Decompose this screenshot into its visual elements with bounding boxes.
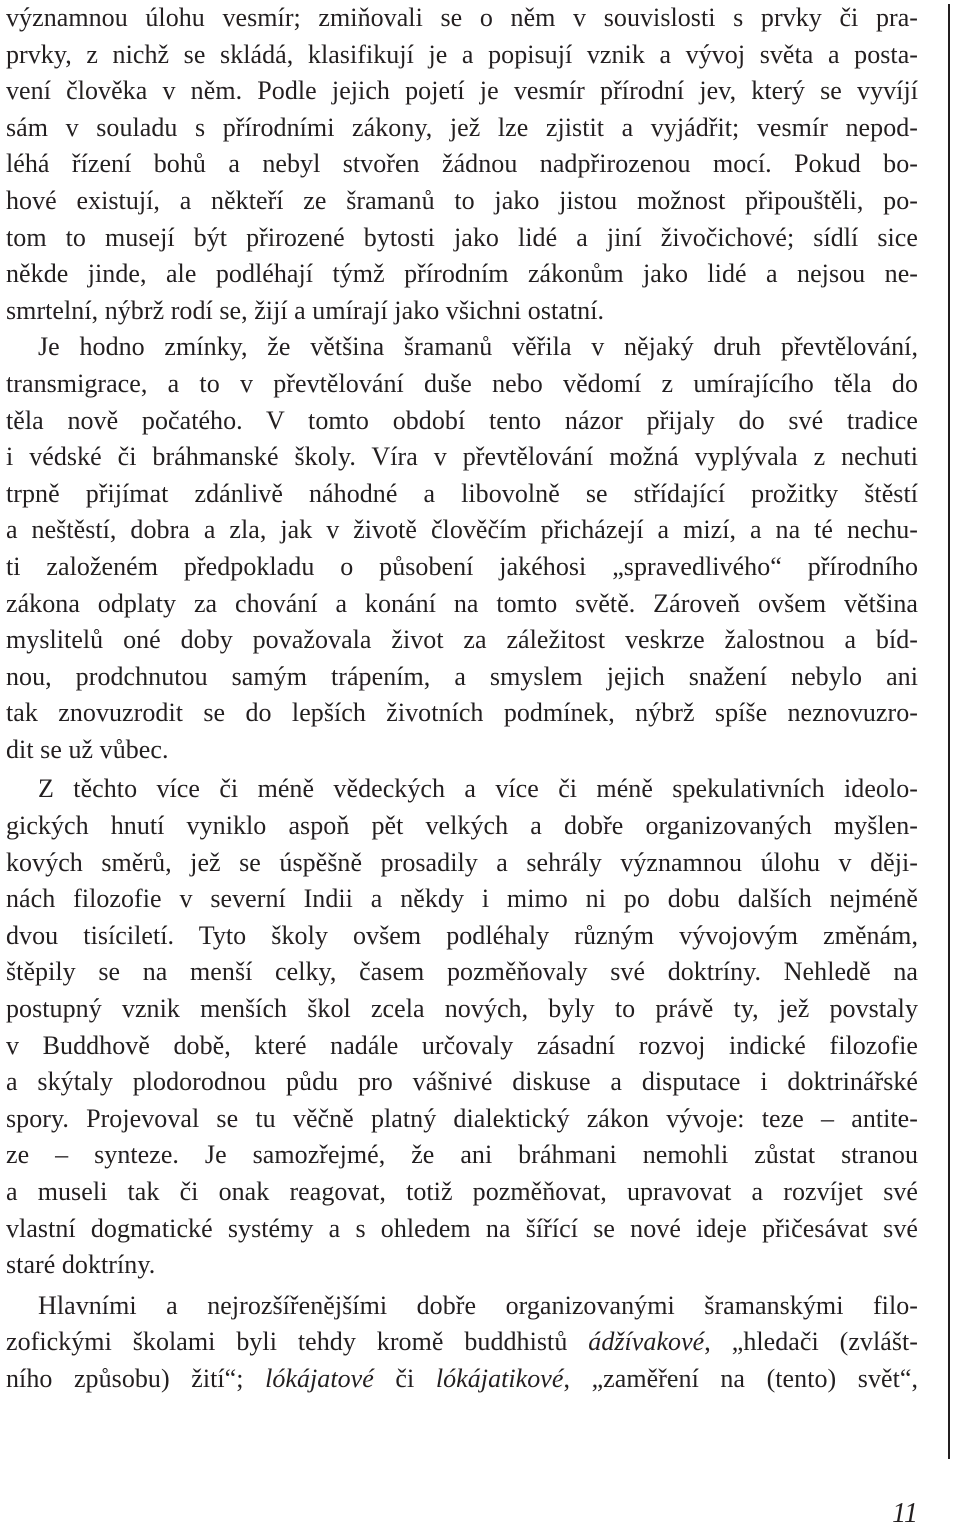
- text-line: [6, 1361, 918, 1398]
- text-line: kových směrů, jež se úspěšně prosadily a sehrály významnou úlohu v ději-: [6, 847, 918, 877]
- text-line: Je hodno zmínky, že většina šramanů věřila v nějaký druh převtělování,: [38, 332, 918, 362]
- text-line: prvky, z nichž se skládá, klasifikují je a popisují vznik a vývoj světa a posta-: [6, 39, 918, 69]
- margin-rule: [948, 4, 950, 1459]
- text-line: zákona odplaty za chování a konání na tomto světě. Zároveň ovšem většina: [6, 588, 918, 618]
- text-line: transmigrace, a to v převtělování duše nebo vědomí z umírajícího těla do: [6, 368, 918, 398]
- text-line: gických hnutí vyniklo aspoň pět velkých a dobře organizovaných myšlen-: [6, 811, 918, 841]
- text-line: [6, 1324, 918, 1361]
- text-run: , „hledači (zvlášt-: [704, 1327, 918, 1357]
- text-line: trpně přijímat zdánlivě náhodné a libovolně se střídající prožitky štěstí: [6, 478, 918, 508]
- text-line: vení člověka v něm. Podle jejich pojetí je vesmír přírodní jev, který se vyvíjí: [6, 76, 918, 106]
- text-line: i védské či bráhmanské školy. Víra v převtělování možná vyplývala z nechuti: [6, 442, 918, 472]
- text-line: smrtelní, nýbrž rodí se, žijí a umírají jako všichni ostatní.: [6, 295, 605, 325]
- text-line: tom to musejí být přirozené bytosti jako lidé a jiní živočichové; sídlí sice: [6, 222, 918, 252]
- text-column: [6, 0, 918, 1398]
- text-line: nou, prodchnutou samým trápením, a smyslem jejich snažení nebylo ani: [6, 661, 918, 691]
- text-line: ti založeném předpokladu o působení jakéhosi „spravedlivého“ přírodního: [6, 551, 918, 581]
- page-number: 11: [892, 1498, 918, 1529]
- text-line: Z těchto více či méně vědeckých a více či méně spekulativních ideolo-: [38, 774, 918, 804]
- italic-term: lókájatikové: [435, 1363, 564, 1393]
- text-run: , „zaměření na (tento) svět“,: [563, 1363, 918, 1393]
- text-line: postupný vznik menších škol zcela nových, byly to právě ty, jež povstaly: [6, 994, 918, 1024]
- italic-term: ádžívakové: [588, 1327, 705, 1357]
- text-line: hové existují, a někteří ze šramanů to jako jistou možnost připouštěli, po-: [6, 185, 918, 215]
- text-line: vlastní dogmatické systémy a s ohledem na šířící se nové ideje přičesávat své: [6, 1213, 918, 1243]
- text-line: štěpily se na menší celky, časem pozměňovaly své doktríny. Nehledě na: [6, 957, 918, 987]
- text-line: v Buddhově době, které nadále určovaly zásadní rozvoj indické filozofie: [6, 1030, 918, 1060]
- text-line: spory. Projevoval se tu věčně platný dialektický zákon vývoje: teze – antite-: [6, 1103, 918, 1133]
- text-line: ze – synteze. Je samozřejmé, že ani bráhmani nemohli zůstat stranou: [6, 1140, 918, 1170]
- text-line: tak znovuzrodit se do lepších životních podmínek, nýbrž spíše neznovuzro-: [6, 698, 918, 728]
- italic-term: lókájatové: [265, 1363, 374, 1393]
- text-line: těla nově počatého. V tomto období tento názor přijaly do své tradice: [6, 405, 918, 435]
- text-line: Hlavními a nejrozšířenějšími dobře organizovanými šramanskými filo-: [38, 1290, 918, 1320]
- text-run: ního způsobu) žití“;: [6, 1363, 266, 1393]
- text-line: sám v souladu s přírodními zákony, jež lze zjistit a vyjádřit; vesmír nepod-: [6, 112, 918, 142]
- text-line: myslitelů oné doby považovala život za záležitost veskrze žalostnou a bíd-: [6, 625, 918, 655]
- text-line: staré doktríny.: [6, 1250, 156, 1280]
- text-line: dvou tisíciletí. Tyto školy ovšem podléhaly různým vývojovým změnám,: [6, 920, 918, 950]
- text-line: nách filozofie v severní Indii a někdy i mimo ni po dobu dalších nejméně: [6, 884, 918, 914]
- text-line: dit se už vůbec.: [6, 734, 169, 764]
- text-run: či: [373, 1363, 436, 1393]
- text-line: významnou úlohu vesmír; zmiňovali se o něm v souvislosti s prvky či pra-: [6, 3, 918, 32]
- text-line: někde jinde, ale podléhají týmž přírodním zákonům jako lidé a nejsou ne-: [6, 259, 918, 289]
- text-line: a museli tak či onak reagovat, totiž pozměňovat, upravovat a rozvíjet své: [6, 1177, 918, 1206]
- text-line: léhá řízení bohů a nebyl stvořen žádnou nadpřirozenou mocí. Pokud bo-: [6, 149, 918, 179]
- text-run: zofickými školami byli tehdy kromě buddhistů: [6, 1327, 589, 1357]
- text-line: a skýtaly plodorodnou půdu pro vášnivé diskuse a disputace i doktrinářské: [6, 1067, 918, 1097]
- text-line: a neštěstí, dobra a zla, jak v životě člověčím přicházejí a mizí, a na té nechu-: [6, 515, 918, 545]
